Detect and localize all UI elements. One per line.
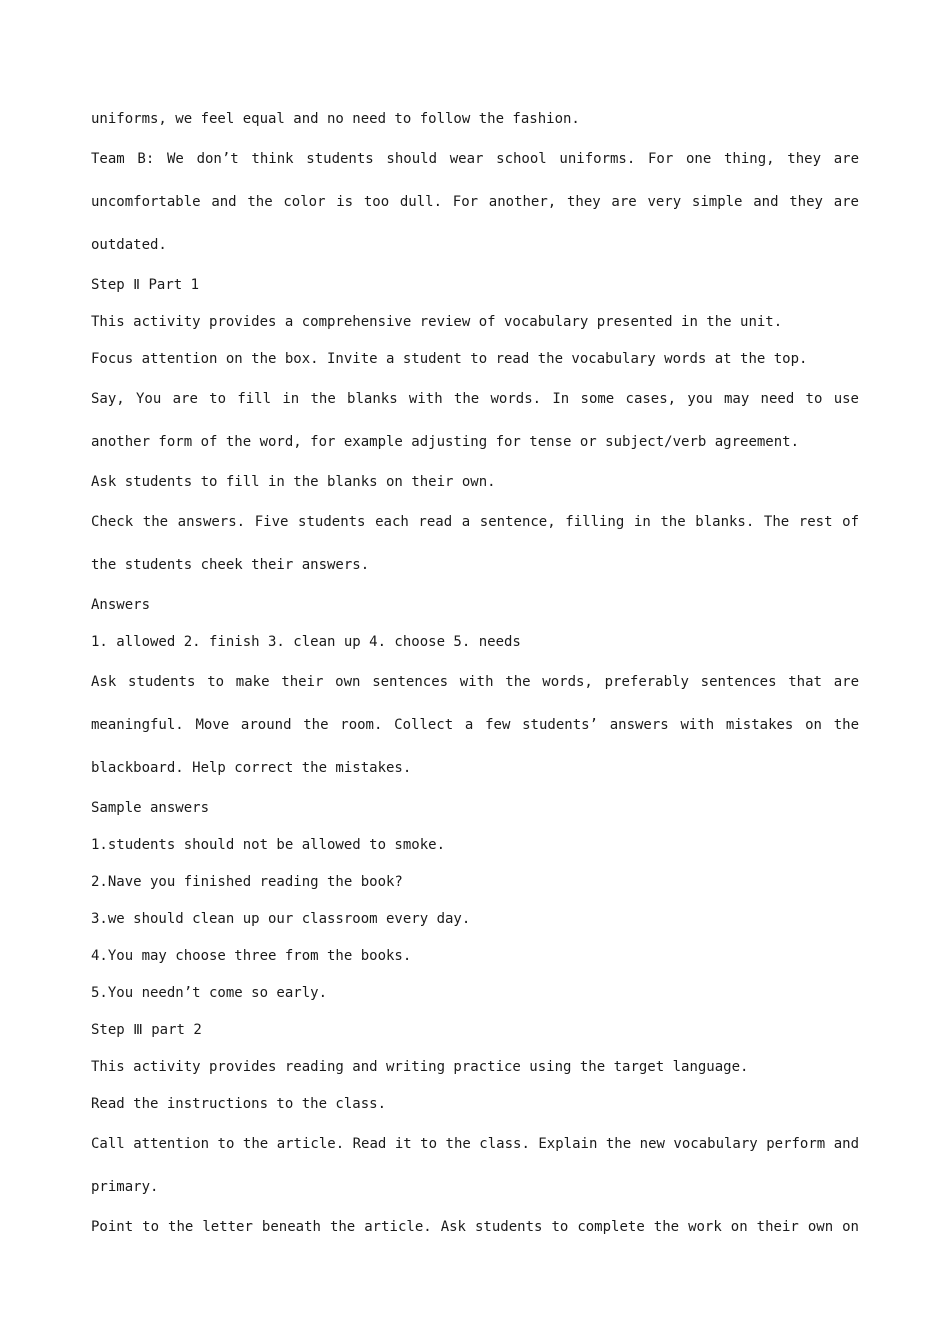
answers-list: 1. allowed 2. finish 3. clean up 4. choose 5. needs bbox=[91, 634, 521, 650]
heading-step-2-part-1: Step Ⅱ Part 1 bbox=[91, 277, 200, 293]
sample-answer-5: 5.You needn’t come so early. bbox=[91, 985, 328, 1001]
paragraph-read-instructions: Read the instructions to the class. bbox=[91, 1096, 387, 1112]
sample-answer-2: 2.Nave you finished reading the book? bbox=[91, 874, 403, 890]
sample-answer-4: 4.You may choose three from the books. bbox=[91, 948, 412, 964]
paragraph-uniforms-continuation: uniforms, we feel equal and no need to follow the fashion. bbox=[91, 111, 580, 127]
paragraph-activity-review: This activity provides a comprehensive review of vocabulary presented in the unit. bbox=[91, 314, 783, 330]
sample-answer-1: 1.students should not be allowed to smoke. bbox=[91, 837, 446, 853]
paragraph-check-answers: Check the answers. Five students each read a sentence, filling in the blanks. The rest of the students cheek their answers. bbox=[91, 514, 859, 573]
document-body bbox=[91, 101, 859, 1246]
paragraph-make-sentences: Ask students to make their own sentences with the words, preferably sentences that are meaningful. Move around the room. Collect a few students’ answers with mistakes on the blackboard. Help correct the mistakes. bbox=[91, 674, 859, 776]
paragraph-team-b: Team B: We don’t think students should wear school uniforms. For one thing, they are uncomfortable and the color is too dull. For another, they are very simple and they are outdated. bbox=[91, 151, 859, 253]
paragraph-focus-attention: Focus attention on the box. Invite a student to read the vocabulary words at the top. bbox=[91, 351, 808, 367]
heading-answers: Answers bbox=[91, 597, 151, 613]
heading-sample-answers: Sample answers bbox=[91, 800, 210, 816]
paragraph-say-fill-blanks: Say, You are to fill in the blanks with the words. In some cases, you may need to use another form of the word, for example adjusting for tense or subject/verb agreement. bbox=[91, 391, 859, 450]
sample-answer-3: 3.we should clean up our classroom every day. bbox=[91, 911, 471, 927]
paragraph-call-attention: Call attention to the article. Read it to the class. Explain the new vocabulary perform and primary. bbox=[91, 1136, 859, 1195]
paragraph-activity-reading: This activity provides reading and writing practice using the target language. bbox=[91, 1059, 749, 1075]
paragraph-ask-fill: Ask students to fill in the blanks on their own. bbox=[91, 474, 496, 490]
heading-step-3-part-2: Step Ⅲ part 2 bbox=[91, 1022, 202, 1038]
paragraph-point-to-letter: Point to the letter beneath the article. Ask students to complete the work on their own on bbox=[91, 1219, 859, 1235]
